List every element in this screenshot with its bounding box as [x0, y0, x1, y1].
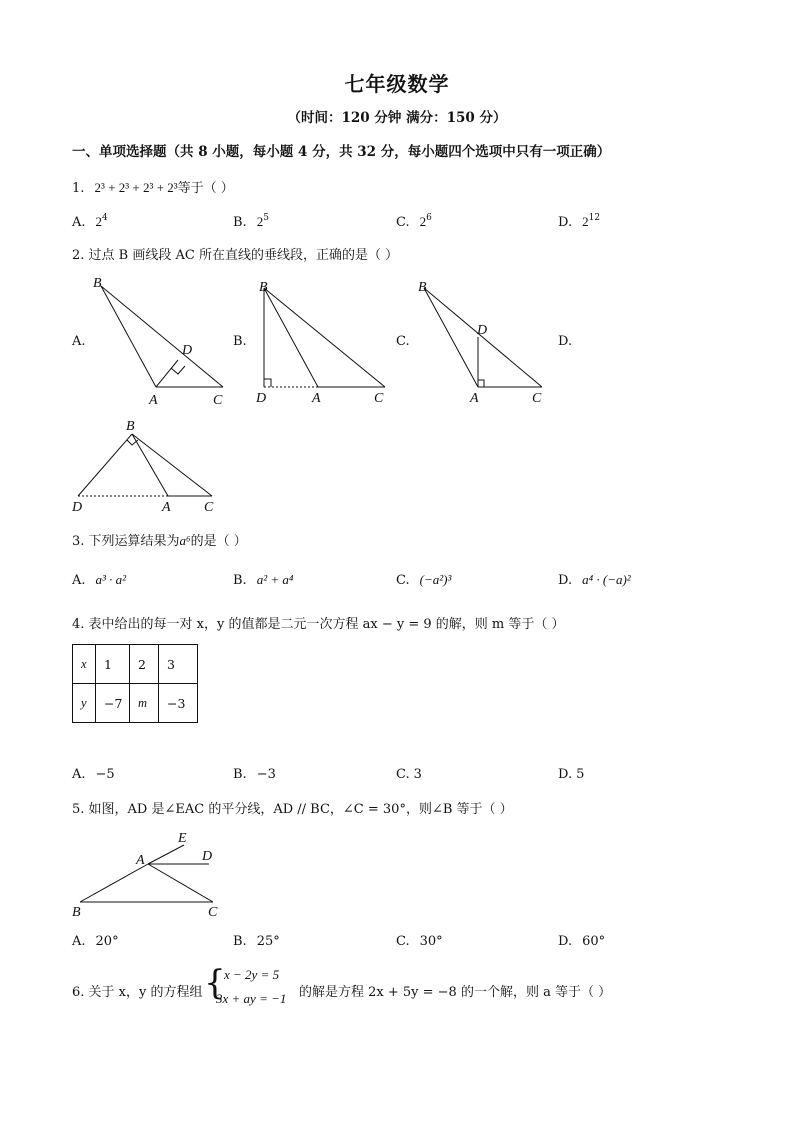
q4-option-d-value: 5: [576, 767, 585, 782]
q4-option-d-letter: D.: [558, 767, 573, 782]
q4-option-c-letter: C.: [396, 767, 410, 782]
q3-option-b-expr: a² + a⁴: [256, 572, 294, 587]
q3-option-d-expr: a⁴ · (−a)²: [582, 572, 631, 587]
q3-option-c-expr: (−a²)³: [419, 572, 452, 587]
q3-option-a-letter: A.: [72, 573, 86, 588]
q1-option-a[interactable]: [72, 214, 108, 230]
q1-option-c-exp: 6: [426, 213, 432, 223]
q5-option-d-value: 60°: [582, 934, 606, 949]
page-title: 七年级数学: [344, 72, 450, 96]
table-cell: −3: [159, 684, 198, 723]
fig-b-label-b: B: [259, 280, 268, 295]
fig-c-label-d: D: [477, 323, 488, 338]
q2-figure-c: [412, 272, 562, 412]
q5-option-b-letter: B.: [233, 934, 247, 949]
question-6-prefix: 6. 关于 x，y 的方程组: [72, 985, 203, 1000]
q1-option-b[interactable]: [233, 214, 269, 230]
q1-option-d-base: 2: [582, 214, 589, 229]
question-3-suffix: 的是（ ）: [190, 534, 247, 549]
q1-option-a-base: 2: [95, 214, 103, 229]
fig-a-label-d: D: [182, 343, 193, 358]
q4-option-b-letter: B.: [233, 767, 247, 782]
q5-label-d: D: [202, 849, 213, 864]
q3-option-b-letter: B.: [233, 573, 247, 588]
q2-option-c[interactable]: C.: [396, 334, 410, 349]
q4-option-a-value: −5: [95, 767, 115, 782]
q4-option-b[interactable]: [233, 767, 276, 782]
fig-d-label-c: C: [204, 500, 214, 515]
question-3: [72, 530, 247, 549]
q4-option-c-value: 3: [413, 767, 422, 782]
q6-equation-1: x − 2y = 5: [224, 967, 280, 982]
q3-option-a[interactable]: [72, 572, 126, 588]
q4-option-d[interactable]: [558, 767, 584, 782]
q2-option-b[interactable]: B.: [233, 334, 247, 349]
q1-option-c[interactable]: [396, 214, 432, 230]
question-6-suffix: 的解是方程 2x + 5y = −8 的一个解，则 a 等于（ ）: [299, 985, 612, 1000]
q5-option-c[interactable]: [396, 934, 443, 949]
question-1-number: 1.: [72, 181, 85, 196]
fig-c-label-a: A: [470, 391, 479, 406]
q3-option-c-letter: C.: [396, 573, 410, 588]
q5-option-b[interactable]: [233, 934, 280, 949]
fig-c-label-c: C: [532, 391, 542, 406]
table-row: [73, 645, 198, 684]
q1-option-d-letter: D.: [558, 215, 573, 230]
table-cell: y: [73, 684, 96, 723]
q3-option-d[interactable]: [558, 572, 631, 588]
fig-b-label-a: A: [312, 391, 321, 406]
q5-option-a[interactable]: [72, 934, 119, 949]
table-row: [73, 684, 198, 723]
table-cell: x: [73, 645, 96, 684]
q1-option-c-letter: C.: [396, 215, 410, 230]
fig-c-label-b: B: [418, 280, 427, 295]
q4-value-table: [72, 644, 198, 723]
fig-a-label-b: B: [93, 276, 102, 291]
fig-b-label-c: C: [374, 391, 384, 406]
q5-option-d-letter: D.: [558, 934, 573, 949]
q5-option-a-value: 20°: [95, 934, 119, 949]
q2-figure-b: [250, 272, 400, 412]
q3-option-d-letter: D.: [558, 573, 573, 588]
fig-d-label-b: B: [126, 419, 135, 434]
q1-option-c-base: 2: [419, 214, 427, 229]
q4-option-a[interactable]: [72, 767, 115, 782]
question-4-text: 4. 表中给出的每一对 x，y 的值都是二元一次方程 ax − y = 9 的解，则 m 等于（ ）: [72, 617, 565, 632]
q6-brace: {: [204, 963, 226, 1003]
q5-label-c: C: [208, 905, 218, 920]
fig-a-label-a: A: [149, 393, 158, 408]
table-cell: 2: [130, 645, 159, 684]
q4-option-c[interactable]: [396, 767, 422, 782]
question-3-prefix: 3. 下列运算结果为: [72, 534, 180, 549]
fig-d-label-a: A: [162, 500, 171, 515]
q3-option-c[interactable]: [396, 572, 451, 588]
q6-equation-2: 3x + ay = −1: [216, 991, 287, 1006]
q2-option-d[interactable]: D.: [558, 334, 573, 349]
q1-option-d[interactable]: [558, 214, 600, 230]
fig-a-label-c: C: [213, 393, 223, 408]
exam-subtitle: （时间：120 分钟 满分：150 分）: [287, 110, 507, 126]
q5-label-a: A: [136, 853, 145, 868]
q1-option-b-base: 2: [256, 214, 264, 229]
table-cell: 1: [96, 645, 130, 684]
q5-option-b-value: 25°: [256, 934, 280, 949]
fig-b-label-d: D: [256, 391, 267, 406]
q5-option-c-letter: C.: [396, 934, 410, 949]
q1-option-b-letter: B.: [233, 215, 247, 230]
question-2-text: 2. 过点 B 画线段 AC 所在直线的垂线段，正确的是（ ）: [72, 248, 399, 263]
q2-figure-a: [88, 272, 238, 412]
table-cell: m: [130, 684, 159, 723]
q2-option-a[interactable]: A.: [72, 334, 86, 349]
q5-option-c-value: 30°: [419, 934, 443, 949]
q1-option-d-exp: 12: [588, 213, 601, 223]
q4-option-b-value: −3: [256, 767, 276, 782]
section-heading: 一、单项选择题（共 8 小题，每小题 4 分，共 32 分，每小题四个选项中只有一项正确）: [72, 144, 611, 160]
q5-option-a-letter: A.: [72, 934, 86, 949]
question-5-text: 5. 如图，AD 是∠EAC 的平分线，AD // BC，∠C = 30°，则∠B 等于（ ）: [72, 802, 513, 817]
question-1: [72, 177, 234, 196]
question-1-expression: 2³ + 2³ + 2³ + 2³: [94, 180, 178, 195]
q5-option-d[interactable]: [558, 934, 605, 949]
q5-label-e: E: [178, 831, 187, 846]
table-cell: −7: [96, 684, 130, 723]
q5-label-b: B: [72, 905, 81, 920]
fig-d-label-d: D: [72, 500, 83, 515]
q1-option-a-exp: 4: [102, 213, 108, 223]
question-3-target: a⁶: [179, 533, 191, 548]
q3-option-a-expr: a³ · a²: [95, 572, 127, 587]
q3-option-b[interactable]: [233, 572, 293, 588]
q1-option-b-exp: 5: [263, 213, 269, 223]
q2-figure-d: [70, 414, 230, 520]
q4-option-a-letter: A.: [72, 767, 86, 782]
q1-option-a-letter: A.: [72, 215, 86, 230]
q5-figure: [66, 826, 236, 922]
table-cell: 3: [159, 645, 198, 684]
question-1-suffix: 等于（ ）: [177, 181, 234, 196]
